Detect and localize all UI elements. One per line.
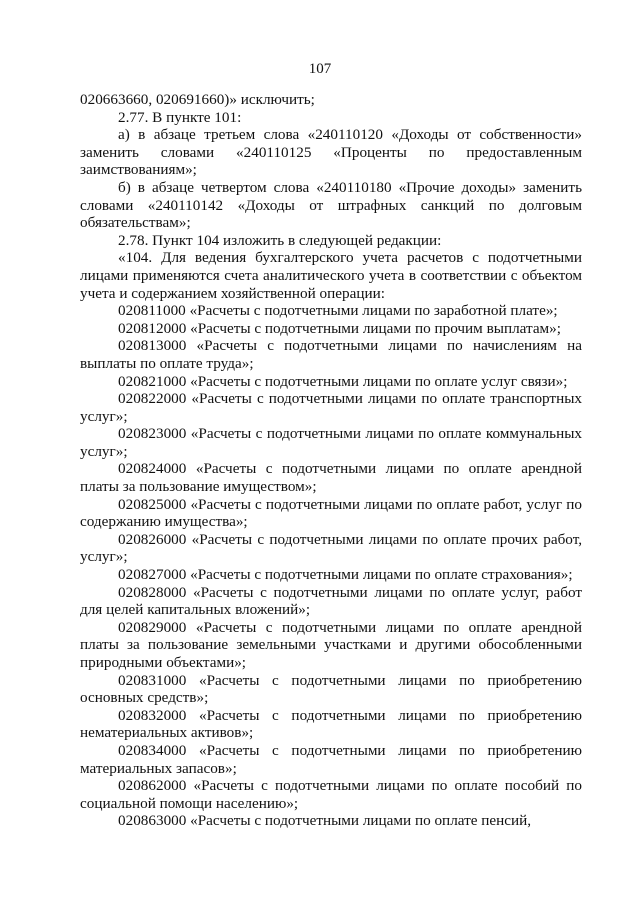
- paragraph-item-2-78: 2.78. Пункт 104 изложить в следующей редакции:: [118, 231, 442, 249]
- paragraph-subitem-a: а) в абзаце третьем слова «240110120 «Доходы от собственности» заменить словами «240110125 «Проценты по предоставленным заимствованиям»;: [80, 126, 582, 179]
- paragraph-point-104: «104. Для ведения бухгалтерского учета расчетов с подотчетными лицами применяются счета аналитического учета в соответствии с объектом учета и содержанием хозяйственной операции:: [80, 249, 582, 302]
- account-line: 020834000 «Расчеты с подотчетными лицами по приобретению материальных запасов»;: [80, 741, 582, 777]
- account-line: 020829000 «Расчеты с подотчетными лицами по оплате арендной платы за пользование земельными участками и другими обособленными природными объектами»;: [80, 618, 582, 671]
- page-number: 107: [308, 61, 332, 77]
- account-line: 020825000 «Расчеты с подотчетными лицами по оплате работ, услуг по содержанию имущества»;: [80, 495, 582, 531]
- account-line: 020824000 «Расчеты с подотчетными лицами по оплате арендной платы за пользование имуществом»;: [80, 460, 582, 496]
- account-line: 020862000 «Расчеты с подотчетными лицами по оплате пособий по социальной помощи населению»;: [80, 777, 582, 812]
- account-line: 020831000 «Расчеты с подотчетными лицами по приобретению основных средств»;: [80, 671, 582, 707]
- account-line: 020832000 «Расчеты с подотчетными лицами по приобретению нематериальных активов»;: [80, 706, 582, 742]
- account-line: 020812000 «Расчеты с подотчетными лицами по прочим выплатам»;: [118, 319, 561, 337]
- paragraph-item-2-77: 2.77. В пункте 101:: [118, 108, 242, 126]
- account-line: 020813000 «Расчеты с подотчетными лицами по начислениям на выплаты по оплате труда»;: [80, 337, 582, 372]
- account-line: 020823000 «Расчеты с подотчетными лицами по оплате коммунальных услуг»;: [80, 425, 582, 460]
- account-line: 020863000 «Расчеты с подотчетными лицами по оплате пенсий,: [118, 812, 532, 830]
- paragraph-continuation: 020663660, 020691660)» исключить;: [80, 91, 315, 108]
- account-line: 020826000 «Расчеты с подотчетными лицами по оплате прочих работ, услуг»;: [80, 530, 582, 566]
- account-line: 020811000 «Расчеты с подотчетными лицами по заработной плате»;: [118, 302, 558, 320]
- account-line: 020828000 «Расчеты с подотчетными лицами по оплате услуг, работ для целей капитальных вложений»;: [80, 583, 582, 619]
- document-body: [80, 91, 582, 830]
- account-line: 020822000 «Расчеты с подотчетными лицами по оплате транспортных услуг»;: [80, 390, 582, 425]
- paragraph-subitem-b: б) в абзаце четвертом слова «240110180 «Прочие доходы» заменить словами «240110142 «Доходы от штрафных санкций по долговым обязательствам»;: [80, 178, 582, 232]
- account-line: 020827000 «Расчеты с подотчетными лицами по оплате страхования»;: [118, 566, 573, 584]
- account-line: 020821000 «Расчеты с подотчетными лицами по оплате услуг связи»;: [118, 372, 568, 390]
